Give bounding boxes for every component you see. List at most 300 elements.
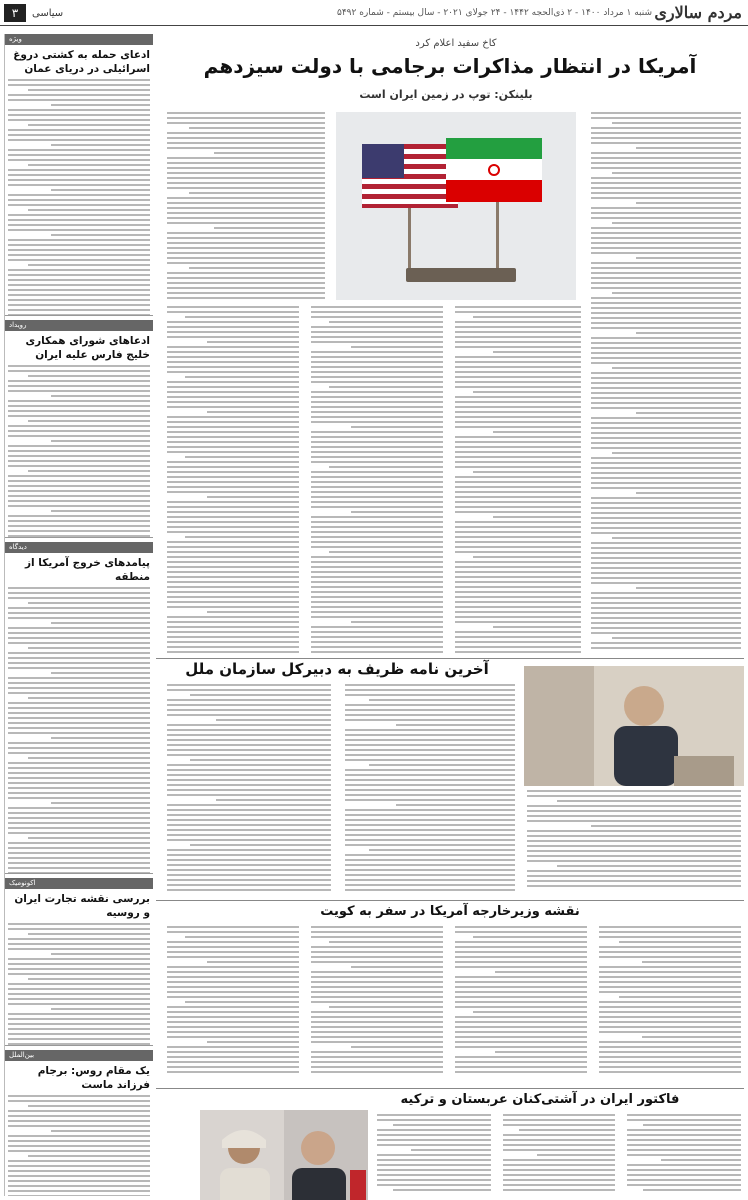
text-line (8, 385, 150, 387)
text-line (455, 1056, 587, 1058)
lead-kicker: کاخ سفید اعلام کرد (415, 38, 497, 49)
story2-headline[interactable]: آخرین نامه ظریف به دبیرکل سازمان ملل (185, 660, 489, 678)
text-line (473, 391, 581, 393)
story4-column-b (500, 1114, 618, 1196)
text-line (591, 387, 741, 389)
text-line (345, 769, 515, 771)
text-line (599, 1041, 741, 1043)
text-line (345, 684, 515, 686)
text-line (8, 450, 150, 452)
text-line (167, 566, 299, 568)
text-line (455, 466, 581, 468)
text-line (642, 961, 741, 963)
text-line (527, 810, 741, 812)
text-line (591, 607, 741, 609)
text-line (167, 854, 331, 856)
text-line (591, 577, 741, 579)
text-line (455, 586, 581, 588)
text-line (527, 850, 741, 852)
article-body (8, 1095, 150, 1196)
text-line (167, 794, 331, 796)
text-line (591, 312, 741, 314)
text-line (311, 331, 443, 333)
text-line (591, 237, 741, 239)
text-line (503, 1119, 615, 1121)
text-line (28, 1105, 150, 1107)
text-line (311, 996, 443, 998)
text-line (503, 1164, 615, 1166)
text-line (167, 1036, 299, 1038)
text-line (591, 272, 741, 274)
text-line (167, 391, 299, 393)
story3-column-b (308, 926, 446, 1084)
erdogan-salman-photo (200, 1110, 368, 1200)
text-line (167, 526, 299, 528)
text-line (167, 874, 331, 876)
text-line (636, 332, 741, 334)
text-line (455, 341, 581, 343)
category-label: رویداد (5, 320, 153, 331)
text-line (591, 267, 741, 269)
text-line (345, 709, 515, 711)
text-line (636, 492, 741, 494)
text-line (455, 521, 581, 523)
text-line (455, 926, 587, 928)
text-line (167, 297, 325, 299)
text-line (8, 1095, 150, 1097)
text-line (167, 346, 299, 348)
text-line (591, 152, 741, 154)
text-line (591, 612, 741, 614)
text-line (28, 209, 150, 211)
text-line (167, 784, 331, 786)
text-line (311, 491, 443, 493)
text-line (591, 597, 741, 599)
text-line (311, 931, 443, 933)
text-line (455, 601, 581, 603)
text-line (377, 1159, 491, 1161)
text-line (455, 411, 581, 413)
text-line (8, 752, 150, 754)
text-line (167, 646, 299, 648)
text-line (345, 794, 515, 796)
text-line (627, 1164, 741, 1166)
text-line (311, 506, 443, 508)
text-line (167, 481, 299, 483)
category-label: اکونومیک (5, 878, 153, 889)
text-line (167, 626, 299, 628)
text-line (473, 936, 587, 938)
text-line (8, 365, 150, 367)
text-line (28, 978, 150, 980)
text-line (345, 729, 515, 731)
text-line (311, 591, 443, 593)
text-line (591, 582, 741, 584)
text-line (345, 704, 515, 706)
text-line (345, 714, 515, 716)
category-label: دیدگاه (5, 542, 153, 553)
text-line (311, 361, 443, 363)
lead-headline[interactable]: آمریکا در انتظار مذاکرات برجامی با دولت سیزدهم (203, 54, 697, 78)
divider (156, 1088, 744, 1089)
text-line (8, 249, 150, 251)
text-line (167, 951, 299, 953)
text-line (377, 1134, 491, 1136)
text-line (167, 616, 299, 618)
sidebar-article-4[interactable] (5, 878, 153, 1046)
text-line (591, 432, 741, 434)
text-line (591, 142, 741, 144)
text-line (167, 839, 331, 841)
text-line (8, 380, 150, 382)
text-line (167, 197, 325, 199)
text-line (345, 859, 515, 861)
us-flag-icon (362, 144, 458, 208)
text-line (351, 511, 443, 513)
text-line (8, 797, 150, 799)
text-line (311, 1011, 443, 1013)
text-line (185, 316, 299, 318)
text-line (636, 147, 741, 149)
text-line (167, 596, 299, 598)
text-line (167, 416, 299, 418)
text-line (167, 769, 331, 771)
text-line (214, 227, 325, 229)
text-line (8, 390, 150, 392)
sidebar-article-2[interactable] (5, 320, 153, 538)
text-line (28, 470, 150, 472)
text-line (455, 1071, 587, 1073)
text-line (591, 317, 741, 319)
text-line (167, 381, 299, 383)
sidebar-article-1[interactable] (5, 34, 153, 316)
text-line (51, 672, 150, 674)
text-line (311, 501, 443, 503)
text-line (311, 391, 443, 393)
text-line (345, 889, 515, 891)
text-line (455, 461, 581, 463)
text-line (591, 462, 741, 464)
text-line (8, 274, 150, 276)
text-line (8, 119, 150, 121)
story3-column-c (452, 926, 590, 1084)
text-line (28, 647, 150, 649)
text-line (377, 1119, 491, 1121)
text-line (28, 264, 150, 266)
text-line (167, 764, 331, 766)
text-line (599, 966, 741, 968)
text-line (612, 537, 741, 539)
text-line (311, 441, 443, 443)
text-line (311, 401, 443, 403)
text-line (167, 699, 331, 701)
text-line (8, 963, 150, 965)
text-line (599, 1021, 741, 1023)
text-line (8, 948, 150, 950)
text-line (527, 815, 741, 817)
sidebar-headline[interactable]: بررسی نقشه تجارت ایران و روسیه (14, 893, 150, 919)
text-line (8, 943, 150, 945)
text-line (455, 641, 581, 643)
text-line (167, 516, 299, 518)
text-line (503, 1114, 615, 1116)
text-line (8, 1170, 150, 1172)
text-line (493, 351, 581, 353)
text-line (455, 1066, 587, 1068)
text-line (369, 699, 515, 701)
text-line (369, 849, 515, 851)
text-line (455, 986, 587, 988)
text-line (8, 269, 150, 271)
text-line (591, 542, 741, 544)
text-line (643, 1124, 741, 1126)
text-line (591, 377, 741, 379)
text-line (591, 497, 741, 499)
text-line (599, 1001, 741, 1003)
text-line (377, 1179, 491, 1181)
text-line (311, 601, 443, 603)
text-line (51, 1008, 150, 1010)
text-line (455, 551, 581, 553)
text-line (311, 951, 443, 953)
sidebar-headline[interactable]: یک مقام روس: برجام فرزاند ماست (37, 1065, 150, 1091)
text-line (473, 471, 581, 473)
text-line (627, 1174, 741, 1176)
text-line (8, 682, 150, 684)
article-body (8, 587, 150, 874)
text-line (167, 571, 299, 573)
sidebar-article-3[interactable] (5, 542, 153, 874)
text-line (8, 993, 150, 995)
text-line (591, 407, 741, 409)
text-line (591, 472, 741, 474)
text-line (311, 396, 443, 398)
text-line (167, 779, 331, 781)
text-line (455, 506, 581, 508)
text-line (345, 759, 515, 761)
text-line (8, 184, 150, 186)
text-line (311, 1071, 443, 1073)
text-line (167, 684, 331, 686)
text-line (599, 931, 741, 933)
article-body (8, 365, 150, 538)
text-line (311, 1056, 443, 1058)
story4-headline[interactable]: فاکتور ایران در آشتی‌کنان عربستان و ترکیه (400, 1092, 680, 1107)
text-line (591, 167, 741, 169)
sidebar-headline[interactable]: ادعای حمله به کشتی دروغ اسرائیلی در دریای عمان (13, 49, 150, 75)
text-line (8, 732, 150, 734)
text-line (599, 1051, 741, 1053)
text-line (28, 602, 150, 604)
text-line (8, 1145, 150, 1147)
text-line (311, 1001, 443, 1003)
text-line (591, 252, 741, 254)
text-line (455, 311, 581, 313)
story2-column-c (524, 790, 744, 894)
text-line (455, 406, 581, 408)
text-line (167, 1056, 299, 1058)
text-line (311, 531, 443, 533)
text-line (8, 812, 150, 814)
text-line (207, 961, 299, 963)
text-line (189, 127, 325, 129)
text-line (167, 819, 331, 821)
text-line (8, 490, 150, 492)
text-line (503, 1189, 615, 1191)
text-line (8, 847, 150, 849)
text-line (167, 486, 299, 488)
text-line (455, 1061, 587, 1063)
text-line (311, 326, 443, 328)
text-line (185, 456, 299, 458)
text-line (591, 627, 741, 629)
text-line (8, 520, 150, 522)
text-line (345, 844, 515, 846)
text-line (8, 1125, 150, 1127)
text-line (591, 517, 741, 519)
text-line (167, 971, 299, 973)
text-line (591, 417, 741, 419)
sidebar-headline[interactable]: ادعاهای شورای همکاری خلیج فارس علیه ایران (25, 335, 150, 361)
text-line (8, 642, 150, 644)
text-line (167, 849, 331, 851)
text-line (8, 400, 150, 402)
sidebar-headline[interactable]: پیامدهای خروج آمریکا از منطقه (24, 557, 150, 583)
text-line (455, 476, 581, 478)
text-line (591, 527, 741, 529)
text-line (377, 1174, 491, 1176)
text-line (345, 774, 515, 776)
text-line (167, 287, 325, 289)
text-line (455, 1041, 587, 1043)
sidebar-article-5[interactable] (5, 1050, 153, 1196)
text-line (455, 1031, 587, 1033)
text-line (51, 395, 150, 397)
text-line (8, 707, 150, 709)
text-line (455, 441, 581, 443)
text-line (591, 262, 741, 264)
text-line (591, 362, 741, 364)
text-line (311, 311, 443, 313)
text-line (455, 931, 587, 933)
text-line (8, 294, 150, 296)
text-line (167, 501, 299, 503)
text-line (591, 447, 741, 449)
text-line (345, 824, 515, 826)
story3-headline[interactable]: نقشه وزیرخارجه آمریکا در سفر به کویت (320, 904, 580, 919)
text-line (167, 242, 325, 244)
text-line (167, 356, 299, 358)
text-line (591, 502, 741, 504)
text-line (190, 844, 331, 846)
text-line (167, 636, 299, 638)
text-line (455, 1021, 587, 1023)
text-line (167, 272, 325, 274)
text-line (167, 996, 299, 998)
text-line (612, 367, 741, 369)
text-line (8, 712, 150, 714)
text-line (51, 234, 150, 236)
text-line (591, 247, 741, 249)
text-line (455, 576, 581, 578)
text-line (455, 331, 581, 333)
lead-column-c (452, 306, 584, 654)
text-line (455, 561, 581, 563)
text-line (591, 217, 741, 219)
text-line (8, 1018, 150, 1020)
text-line (599, 1026, 741, 1028)
text-line (599, 991, 741, 993)
text-line (8, 1175, 150, 1177)
text-line (167, 879, 331, 881)
text-line (636, 412, 741, 414)
text-line (214, 152, 325, 154)
text-line (311, 971, 443, 973)
text-line (167, 869, 331, 871)
text-line (8, 1038, 150, 1040)
text-line (345, 879, 515, 881)
text-line (8, 1115, 150, 1117)
text-line (455, 966, 587, 968)
text-line (455, 456, 581, 458)
text-line (627, 1144, 741, 1146)
text-line (207, 1041, 299, 1043)
text-line (8, 495, 150, 497)
text-line (167, 976, 299, 978)
text-line (503, 1149, 615, 1151)
text-line (8, 219, 150, 221)
text-line (599, 936, 741, 938)
text-line (167, 471, 299, 473)
text-line (455, 581, 581, 583)
text-line (167, 1046, 299, 1048)
text-line (627, 1179, 741, 1181)
text-line (8, 827, 150, 829)
text-line (455, 571, 581, 573)
text-line (455, 396, 581, 398)
text-line (167, 491, 299, 493)
text-line (185, 376, 299, 378)
text-line (591, 242, 741, 244)
text-line (345, 744, 515, 746)
divider (156, 658, 744, 659)
text-line (311, 461, 443, 463)
text-line (8, 204, 150, 206)
text-line (455, 1006, 587, 1008)
text-line (591, 512, 741, 514)
text-line (455, 951, 587, 953)
text-line (8, 787, 150, 789)
text-line (503, 1169, 615, 1171)
text-line (167, 122, 325, 124)
text-line (8, 139, 150, 141)
text-line (8, 832, 150, 834)
text-line (167, 689, 331, 691)
text-line (167, 421, 299, 423)
text-line (345, 779, 515, 781)
text-line (455, 976, 587, 978)
text-line (311, 641, 443, 643)
text-line (167, 774, 331, 776)
text-line (455, 426, 581, 428)
text-line (527, 820, 741, 822)
text-line (455, 496, 581, 498)
text-line (591, 162, 741, 164)
text-line (311, 1061, 443, 1063)
text-line (345, 869, 515, 871)
text-line (167, 187, 325, 189)
text-line (612, 637, 741, 639)
